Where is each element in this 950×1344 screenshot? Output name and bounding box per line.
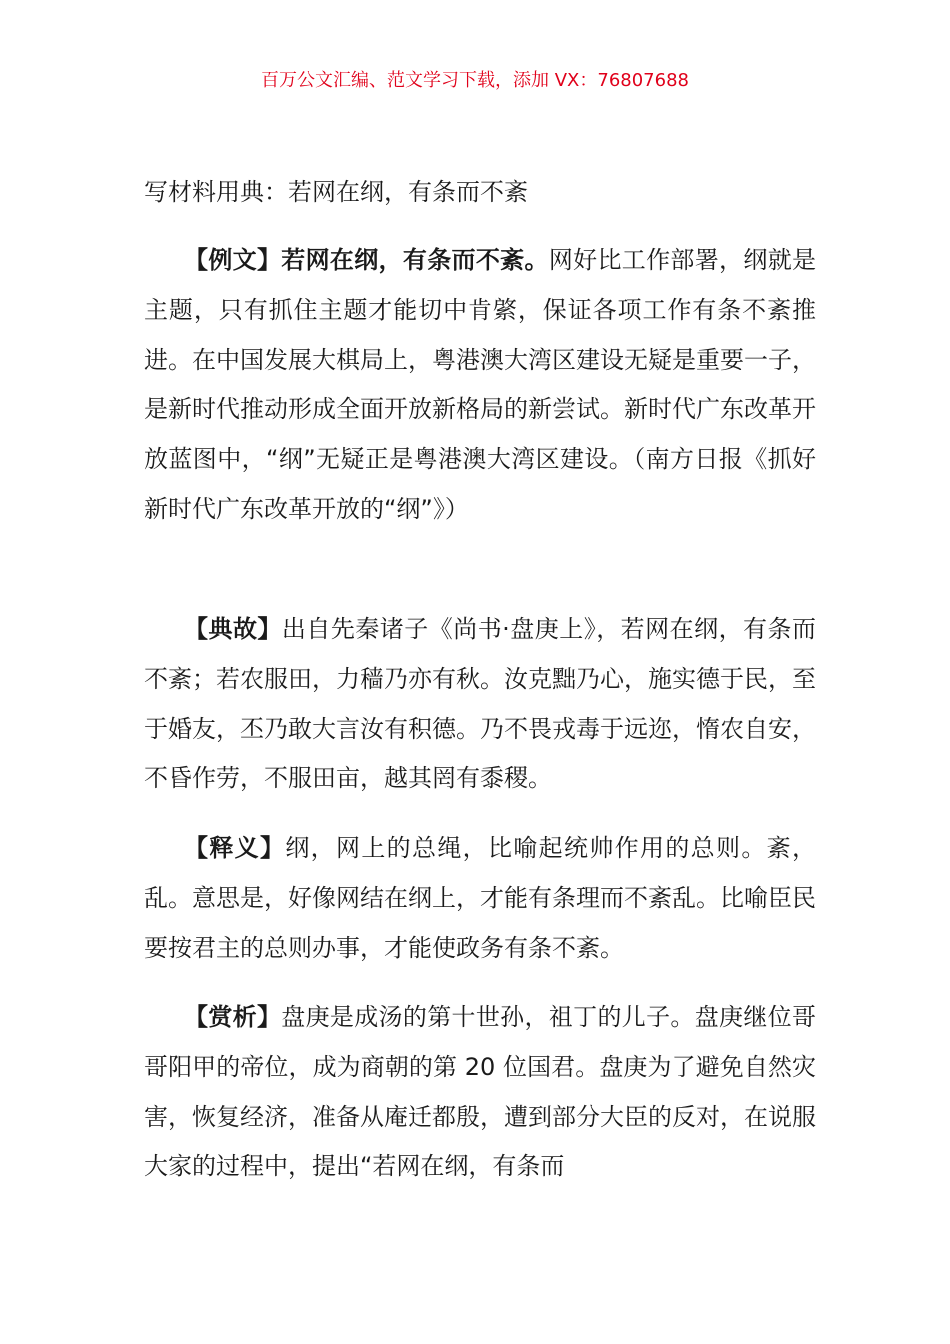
meaning-paragraph bbox=[144, 824, 816, 973]
analysis-body: 盘庚是成汤的第十世孙，祖丁的儿子。盘庚继位哥哥阳甲的帝位，成为商朝的第 20 位国君。盘庚为了避免自然灾害，恢复经济，准备从庵迁都殷，遭到部分大臣的反对，在说服大家的过程中，提出“若网在纲，有条而 bbox=[144, 1003, 816, 1181]
origin-tag: 【典故】 bbox=[184, 615, 282, 643]
document-title: 写材料用典：若网在纲，有条而不紊 bbox=[144, 178, 528, 206]
watermark-header: 百万公文汇编、范文学习下载，添加 VX：76807688 bbox=[261, 70, 689, 91]
origin-body: 出自先秦诸子《尚书·盘庚上》，若网在纲，有条而不紊；若农服田，力穑乃亦有秋。汝克黜乃心，施实德于民，至于婚友，丕乃敢大言汝有积德。乃不畏戎毒于远迩，惰农自安，不昏作劳，不服田亩，越其罔有黍稷。 bbox=[144, 615, 816, 793]
example-paragraph bbox=[144, 236, 816, 535]
analysis-tag: 【赏析】 bbox=[184, 1003, 282, 1031]
example-lead: 若网在纲，有条而不紊。 bbox=[281, 246, 549, 274]
origin-paragraph bbox=[144, 605, 816, 804]
meaning-tag: 【释义】 bbox=[184, 834, 286, 862]
example-tag: 【例文】 bbox=[184, 246, 282, 274]
analysis-paragraph bbox=[144, 993, 816, 1192]
example-body: 网好比工作部署，纲就是主题，只有抓住主题才能切中肯綮，保证各项工作有条不紊推进。在中国发展大棋局上，粤港澳大湾区建设无疑是重要一子，是新时代推动形成全面开放新格局的新尝试。新时代广东改革开放蓝图中，“纲”无疑正是粤港澳大湾区建设。（南方日报《抓好新时代广东改革开放的“纲”》） bbox=[144, 246, 817, 523]
meaning-body: 纲，网上的总绳，比喻起统帅作用的总则。紊，乱。意思是，好像网结在纲上，才能有条理而不紊乱。比喻臣民要按君主的总则办事，才能使政务有条不紊。 bbox=[144, 834, 817, 962]
